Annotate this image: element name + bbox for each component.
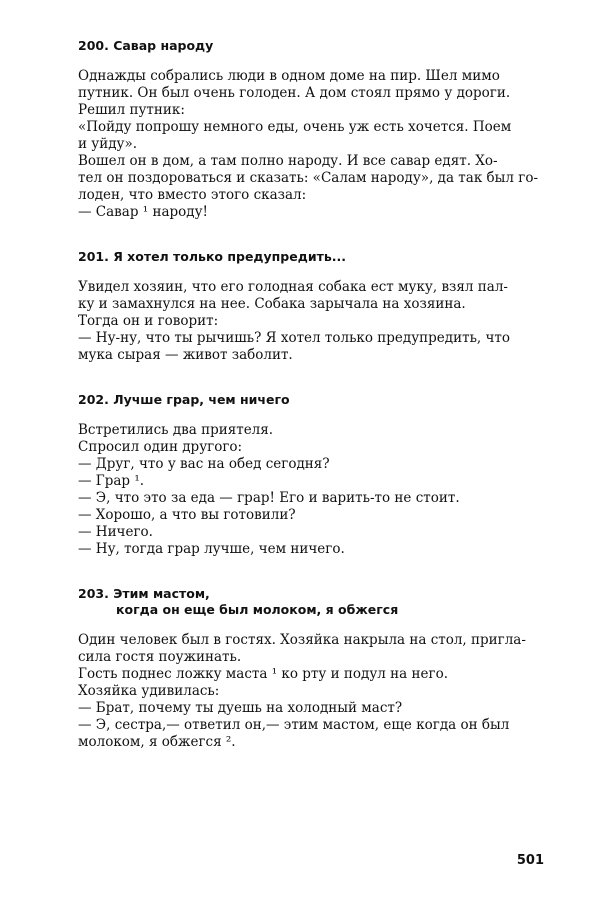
- story-title: 201. Я хотел только предупредить...: [78, 249, 346, 264]
- story-line: Гость поднес ложку маста ¹ ко рту и подул на него.: [78, 666, 448, 682]
- story-line: — Ничего.: [78, 524, 153, 540]
- story-201: [78, 249, 558, 364]
- story-line: Увидел хозяин, что его голодная собака ест муку, взял пал-: [78, 279, 508, 295]
- story-line: Спросил один другого:: [78, 439, 243, 455]
- story-line: — Друг, что у вас на обед сегодня?: [78, 456, 330, 472]
- story-line: мука сырая — живот заболит.: [78, 347, 293, 363]
- story-line: Однажды собрались люди в одном доме на пир. Шел мимо: [78, 68, 500, 84]
- story-title-line1: 203. Этим мастом,: [78, 586, 210, 601]
- story-200: [78, 38, 558, 221]
- story-line: молоком, я обжегся ².: [78, 734, 236, 750]
- story-line: Решил путник:: [78, 102, 185, 118]
- story-title: [78, 586, 558, 618]
- story-line: — Брат, почему ты дуешь на холодный маст?: [78, 700, 403, 716]
- story-line: сила гостя поужинать.: [78, 649, 242, 665]
- page-content: [78, 38, 558, 779]
- story-title-line2: когда он еще был молоком, я обжегся: [116, 602, 399, 617]
- story-line: лоден, что вместо этого сказал:: [78, 187, 307, 203]
- story-line: Встретились два приятеля.: [78, 422, 274, 438]
- story-line: — Ну-ну, что ты рычишь? Я хотел только предупредить, что: [78, 330, 511, 346]
- story-line: Один человек был в гостях. Хозяйка накрыла на стол, пригла-: [78, 632, 526, 648]
- story-202: [78, 392, 558, 558]
- story-line: Хозяйка удивилась:: [78, 683, 220, 699]
- story-line: и уйду».: [78, 136, 138, 152]
- story-line: — Э, сестра,— ответил он,— этим мастом, еще когда он был: [78, 717, 510, 733]
- page-number: 501: [516, 853, 544, 868]
- story-line: ку и замахнулся на нее. Собака зарычала на хозяина.: [78, 296, 466, 312]
- story-line: — Э, что это за еда — грар! Его и варить-то не стоит.: [78, 490, 460, 506]
- story-line: — Грар ¹.: [78, 473, 145, 489]
- story-title: 202. Лучше грар, чем ничего: [78, 392, 290, 407]
- story-line: — Хорошо, а что вы готовили?: [78, 507, 296, 523]
- story-203: [78, 586, 558, 751]
- story-line: Вошел он в дом, а там полно народу. И все савар едят. Хо-: [78, 153, 498, 169]
- story-line: — Савар ¹ народу!: [78, 204, 208, 220]
- story-line: «Пойду попрошу немного еды, очень уж есть хочется. Поем: [78, 119, 512, 135]
- story-line: путник. Он был очень голоден. А дом стоял прямо у дороги.: [78, 85, 511, 101]
- story-line: — Ну, тогда грар лучше, чем ничего.: [78, 541, 345, 557]
- story-title: 200. Савар народу: [78, 38, 214, 53]
- story-line: тел он поздороваться и сказать: «Салам народу», да так был го-: [78, 170, 539, 186]
- story-line: Тогда он и говорит:: [78, 313, 219, 329]
